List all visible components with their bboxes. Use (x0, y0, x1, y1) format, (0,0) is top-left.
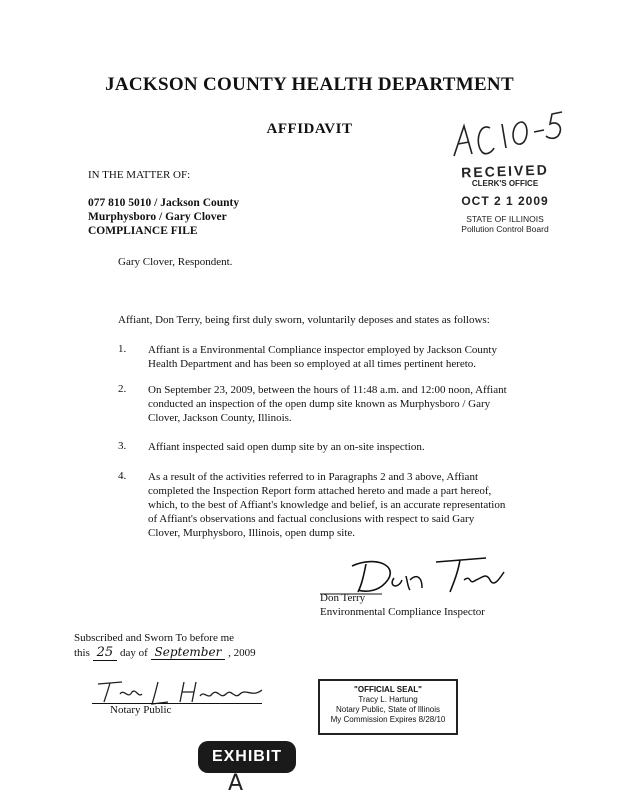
paragraph-number: 4. (118, 470, 127, 482)
received-stamp-state-line1: STATE OF ILLINOIS (466, 214, 544, 224)
exhibit-tab: EXHIBIT (198, 741, 296, 773)
subscribed-line: Subscribed and Sworn To before me (74, 632, 235, 644)
paragraph-line: Health Department and has been so employed at all times pertinent hereto. (148, 358, 477, 370)
matter-line-2: Murphysboro / Gary Clover (88, 211, 227, 223)
received-stamp-office: CLERK'S OFFICE (471, 179, 539, 188)
exhibit-letter: A (228, 771, 244, 796)
subscribed-year: , 2009 (228, 647, 256, 659)
subscribed-day: 25 (93, 645, 118, 661)
paragraph-number: 2. (118, 383, 127, 395)
seal-line-1: "OFFICIAL SEAL" (354, 685, 422, 694)
received-stamp-state-line2: Pollution Control Board (461, 224, 549, 234)
affiant-signature (318, 550, 508, 598)
paragraph-line: conducted an inspection of the open dump site known as Murphysboro / Gary (148, 398, 491, 410)
subscribed-block (74, 631, 256, 660)
paragraph-line: On September 23, 2009, between the hours of 11:48 a.m. and 12:00 noon, Affiant (148, 384, 507, 396)
paragraph-line: As a result of the activities referred to in Paragraphs 2 and 3 above, Affiant (148, 471, 478, 483)
seal-line-2: Tracy L. Hartung (358, 695, 418, 704)
paragraph-line: of Affiant's observations and factual conclusions with respect to said Gary (148, 513, 475, 525)
notary-signature (92, 676, 272, 706)
subscribed-date-line (74, 645, 256, 660)
received-stamp (452, 163, 558, 234)
paragraph-line: Clover, Jackson County, Illinois. (148, 412, 292, 424)
paragraph-line: Affiant is a Environmental Compliance inspector employed by Jackson County (148, 344, 497, 356)
received-stamp-date: OCT 2 1 2009 (461, 194, 549, 208)
paragraph-line: completed the Inspection Report form attached hereto and made a part hereof, (148, 485, 492, 497)
affiant-title: Environmental Compliance Inspector (320, 606, 485, 618)
matter-caption: IN THE MATTER OF: (88, 169, 191, 181)
matter-line-1: 077 810 5010 / Jackson County (88, 197, 240, 209)
subscribed-month: September (151, 645, 226, 660)
document-subtitle: AFFIDAVIT (266, 121, 353, 137)
received-stamp-state (452, 214, 558, 234)
paragraph-line: which, to the best of Affiant's knowledge and belief, is an accurate representation (148, 499, 506, 511)
matter-line-3: COMPLIANCE FILE (88, 225, 198, 237)
affiant-name: Don Terry (320, 592, 366, 604)
paragraph-number: 3. (118, 440, 127, 452)
page-title: JACKSON COUNTY HEALTH DEPARTMENT (105, 74, 514, 95)
paragraph-line: Clover, Murphysboro, Illinois, open dump site. (148, 527, 356, 539)
paragraph-1 (148, 343, 497, 371)
paragraph-3 (148, 440, 425, 454)
handwritten-docket-mark (448, 108, 568, 168)
official-seal (318, 679, 458, 735)
affiant-intro: Affiant, Don Terry, being first duly sworn, voluntarily deposes and states as follows: (118, 314, 490, 326)
paragraph-line: Affiant inspected said open dump site by an on-site inspection. (148, 441, 425, 453)
subscribed-day-of: day of (119, 647, 148, 659)
seal-line-4: My Commission Expires 8/28/10 (330, 715, 446, 724)
paragraph-number: 1. (118, 343, 127, 355)
received-stamp-title: RECEIVED (460, 161, 550, 181)
respondent-line: Gary Clover, Respondent. (118, 256, 233, 268)
paragraph-2 (148, 383, 507, 425)
subscribed-this: this (74, 647, 90, 659)
paragraph-4 (148, 470, 505, 540)
seal-line-3: Notary Public, State of Illinois (335, 705, 441, 714)
matter-block (88, 196, 239, 238)
notary-label: Notary Public (110, 704, 172, 716)
